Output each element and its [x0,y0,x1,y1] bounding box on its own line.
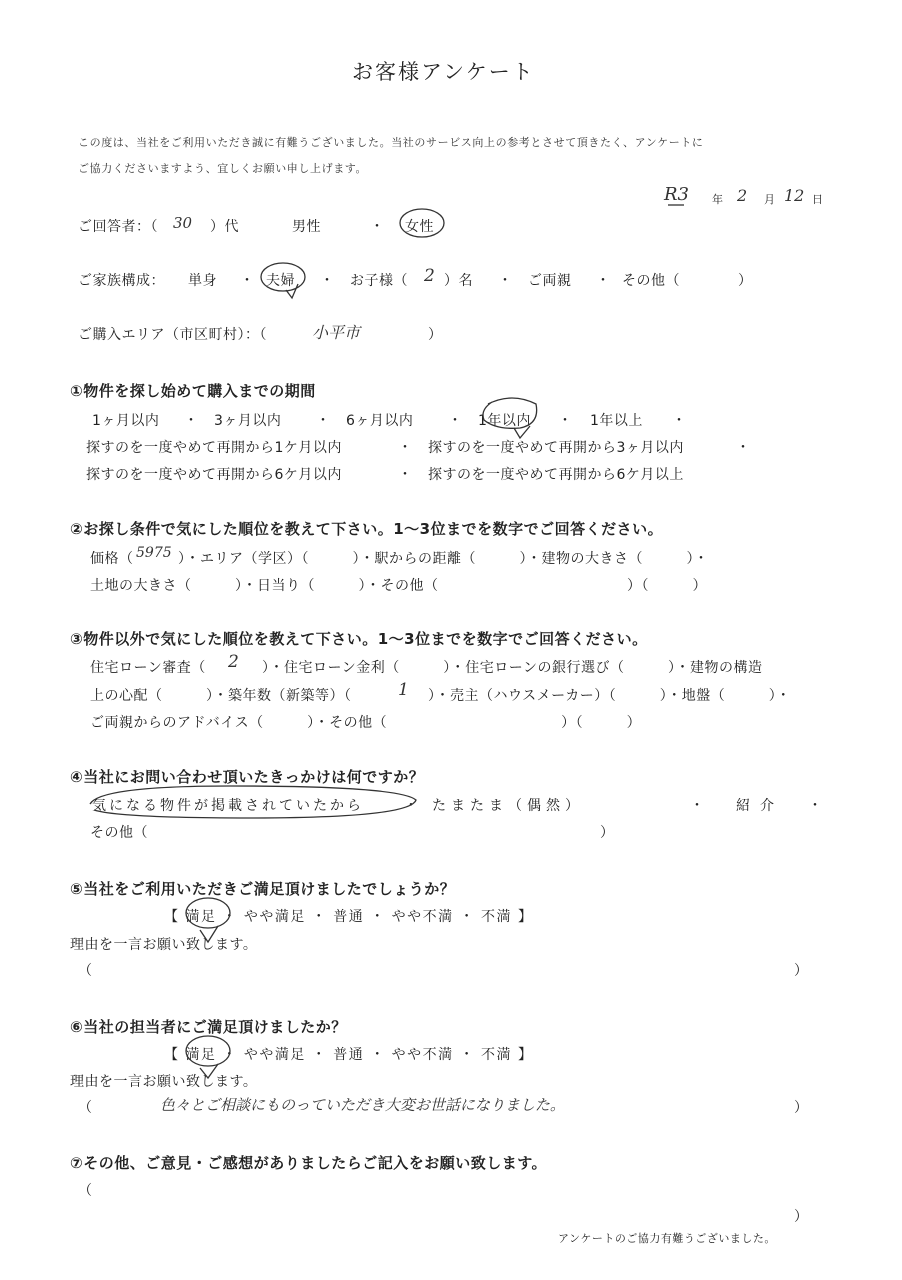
q7-title: ⑦その他、ご意見・ご感想がありましたらご記入をお願い致します。 [70,1154,548,1172]
separator: ・ [240,273,255,289]
date-month-unit: 月 [764,193,776,206]
separator: ・ [808,798,823,814]
children-suffix: ）名 [444,273,473,289]
q1-option: 探すのを一度やめて再開から6ケ月以上 [428,467,684,483]
q3-line-1a: 住宅ローン審査（ [90,660,206,676]
separator: ・ [184,413,199,429]
q6-title: ⑥当社の担当者にご満足頂けましたか？ [70,1018,347,1036]
q5-paren-close: ） [794,963,809,979]
q4-option: たまたま（偶然） [432,798,584,814]
separator: ・ [558,413,573,429]
intro-line-1: この度は、当社をご利用いただき誠に有難うございました。当社のサービス向上の参考とさせて頂きたく、アンケートに [78,136,704,149]
circle-mark-q4 [90,786,416,818]
separator: ・ [736,440,751,456]
separator: ・ [690,798,705,814]
separator: ・ [370,219,385,235]
separator: ・ [672,413,687,429]
q4-option-selected: 気になる物件が掲載されていたから [92,798,364,814]
q4-other-close: ） [600,825,615,841]
q6-scale: 【 満足 ・ やや満足 ・ 普通 ・ やや不満 ・ 不満 】 [164,1047,534,1063]
option-single: 単身 [188,273,217,289]
area-value: 小平市 [312,323,361,342]
date-day: 12 [784,186,805,205]
separator: ・ [596,273,611,289]
family-label: ご家族構成： [78,273,165,289]
area-label: ご購入エリア（市区町村）：（ [78,327,267,343]
q3-line-2a: 上の心配（ ）・築年数（新築等）（ [90,688,352,704]
q6-paren-close: ） [794,1100,809,1116]
circle-mark-couple [261,263,305,291]
q5-title: ⑤当社をご利用いただきご満足頂けましたでしょうか？ [70,880,456,898]
option-female: 女性 [405,219,434,235]
separator: ・ [398,467,413,483]
respondent-age-suffix: ）代 [210,219,239,235]
option-male: 男性 [292,219,321,235]
q1-option: 1年以上 [590,413,643,429]
separator: ・ [448,413,463,429]
q5-reason-label: 理由を一言お願い致します。 [70,937,258,953]
q1-option-selected: 1年以内 [478,413,531,429]
q2-price-label: 価格（ [90,551,134,567]
q2-title: ②お探し条件で気にした順位を教えて下さい。1～3位までを数字でご回答ください。 [70,520,664,538]
separator: ・ [320,273,335,289]
q1-option: 1ヶ月以内 [92,413,160,429]
children-count: 2 [424,266,435,286]
q6-reason-label: 理由を一言お願い致します。 [70,1074,258,1090]
q4-title: ④当社にお問い合わせ頂いたきっかけは何ですか？ [70,768,425,786]
separator: ・ [398,440,413,456]
q2-price-answer: 5975 [136,545,172,561]
respondent-age: 30 [173,214,193,232]
footer-thanks: アンケートのご協力有難うございました。 [558,1232,776,1245]
area-close: ） [428,327,443,343]
circle-mark-q5-satisfied [186,898,230,928]
option-children: お子様（ [350,273,408,289]
date-era: R3 [664,184,690,205]
separator: ・ [316,413,331,429]
intro-line-2: ご協力くださいますよう、宜しくお願い申し上げます。 [78,162,368,175]
option-couple: 夫婦 [266,273,295,289]
separator: ・ [404,798,419,814]
circle-mark-q6-satisfied [186,1036,230,1066]
page-title: お客様アンケート [352,60,535,84]
q1-option: 6ヶ月以内 [346,413,414,429]
q1-title: ①物件を探し始めて購入までの期間 [70,382,316,400]
q5-scale: 【 満足 ・ やや満足 ・ 普通 ・ やや不満 ・ 不満 】 [164,909,534,925]
date-month: 2 [737,186,748,205]
q1-option: 探すのを一度やめて再開から3ヶ月以内 [428,440,684,456]
q1-option: 探すのを一度やめて再開から1ケ月以内 [86,440,342,456]
option-parents: ご両親 [528,273,572,289]
date-year-unit: 年 [712,193,724,206]
date-day-unit: 日 [812,193,824,206]
separator: ・ [498,273,513,289]
q3-title: ③物件以外で気にした順位を教えて下さい。1～3位までを数字でご回答ください。 [70,630,648,648]
option-other: その他（ ） [622,273,753,289]
q7-paren-open: （ [78,1183,93,1199]
q1-option: 3ヶ月以内 [214,413,282,429]
circle-mark-female [400,209,444,237]
q3-line-3: ご両親からのアドバイス（ ）・その他（ ）（ ） [90,715,642,731]
q2-line-1: ）・エリア（学区）（ ）・駅からの距離（ ）・建物の大きさ（ ）・ [178,551,709,567]
q3-line-1b: ）・住宅ローン金利（ ）・住宅ローンの銀行選び（ ）・建物の構造 [262,660,763,676]
q1-option: 探すのを一度やめて再開から6ケ月以内 [86,467,342,483]
q3-line-2b: ）・売主（ハウスメーカー）（ ）・地盤（ ）・ [428,688,791,704]
q4-other: その他（ [90,825,148,841]
q3-age-answer: 1 [398,680,409,700]
q4-option: 紹介 [736,798,784,814]
q3-loan-answer: 2 [228,652,239,672]
q7-paren-close: ） [794,1209,809,1225]
circle-mark-1year [483,398,537,428]
q2-line-2: 土地の大きさ（ ）・日当り（ ）・その他（ ）（ ） [90,578,707,594]
q5-paren-open: （ [78,963,93,979]
respondent-label: ご回答者：（ [78,219,158,235]
q6-answer: 色々とご相談にものっていただき大変お世話になりました。 [160,1096,565,1114]
q6-paren-open: （ [78,1100,93,1116]
